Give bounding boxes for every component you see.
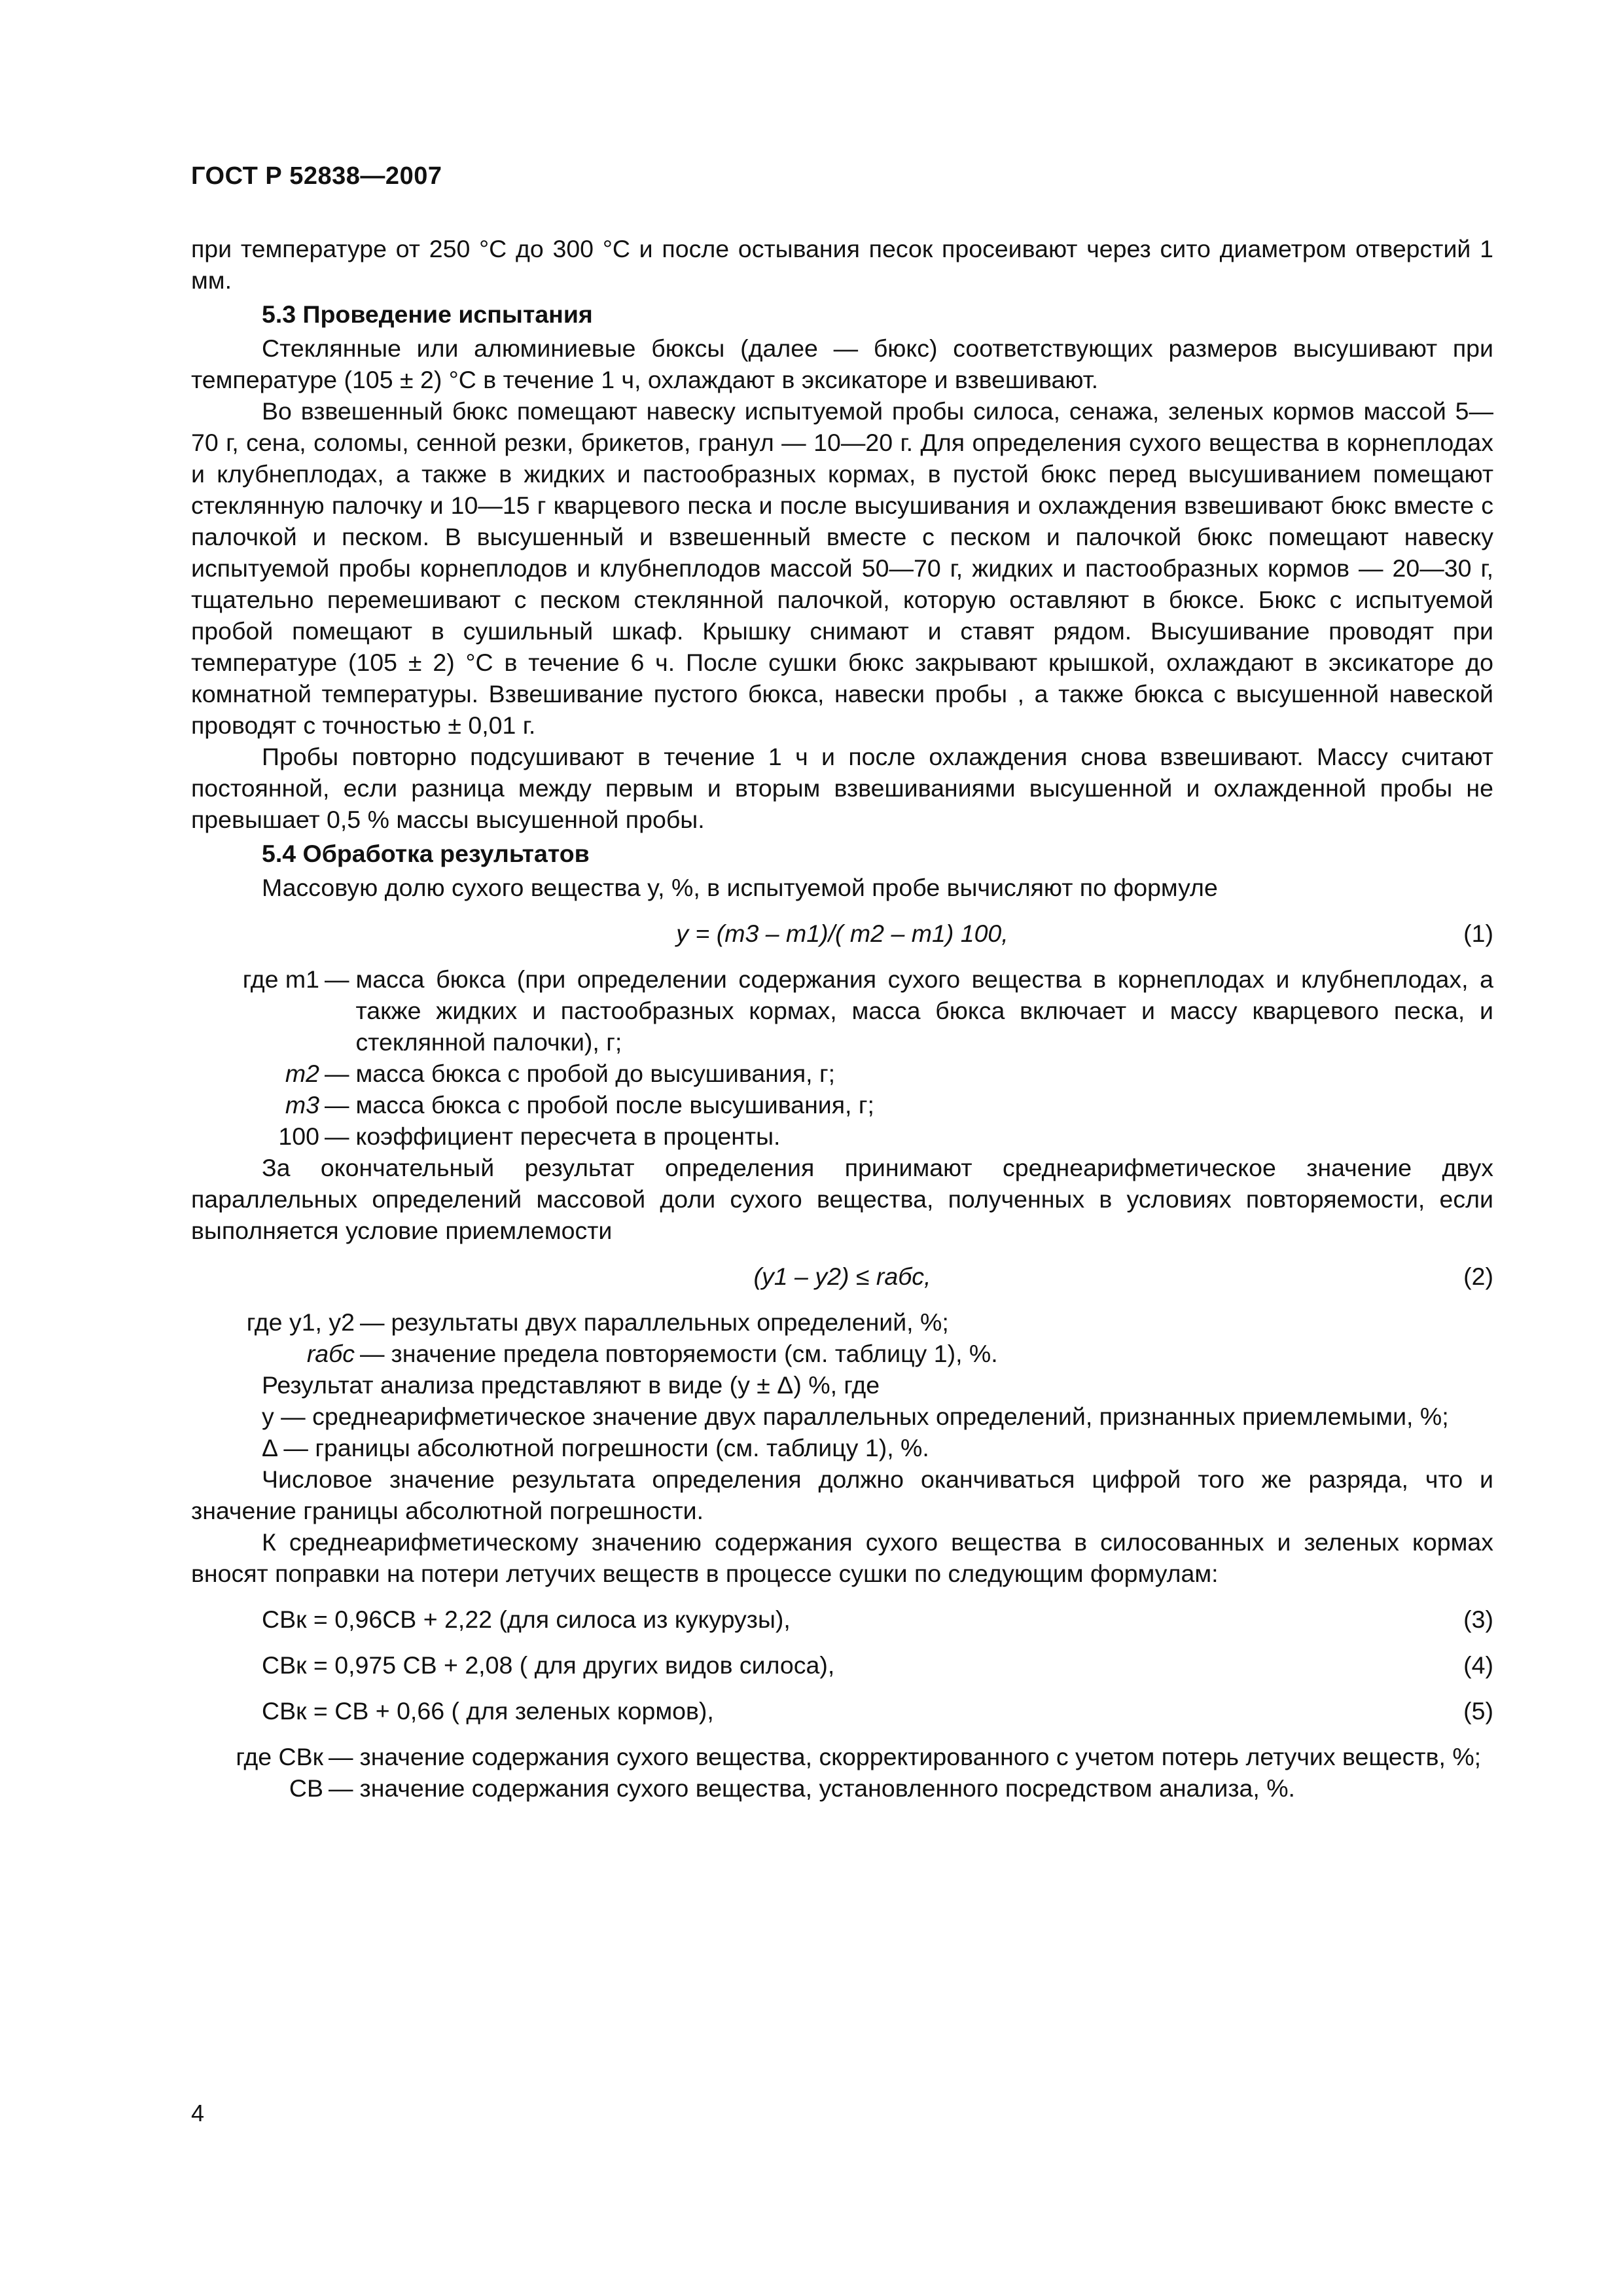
definition-text: значение содержания сухого вещества, скорректированного с учетом потерь летучих веществ, %; <box>359 1743 1482 1770</box>
section-heading-5-4: 5.4 Обработка результатов <box>262 840 590 867</box>
definition-row <box>191 1338 1493 1369</box>
definitions-formula-1 <box>191 963 1493 1152</box>
definition-dash: — <box>360 1340 385 1367</box>
definition-dash: — <box>325 1091 349 1119</box>
formula-3-expression: СВк = 0,96СВ + 2,22 (для силоса из кукурузы), <box>262 1605 791 1633</box>
definition-term: m2 <box>285 1060 319 1087</box>
formula-4-number: (4) <box>1463 1651 1493 1679</box>
document-body <box>191 233 1493 1804</box>
definition-row <box>191 1089 1493 1121</box>
section-heading-5-3: 5.3 Проведение испытания <box>262 300 593 328</box>
paragraph-5-3-c: Пробы повторно подсушивают в течение 1 ч и после охлаждения снова взвешивают. Массу считают постоянной, если разница между первым и вторым взвешиваниями высушенной и охлажденной пробы не превышает 0,5 % массы высушенной пробы. <box>191 743 1493 833</box>
definition-term: rабс <box>306 1340 355 1367</box>
formula-5 <box>191 1695 1493 1727</box>
definition-row <box>191 1741 1493 1772</box>
formula-5-number: (5) <box>1463 1697 1493 1725</box>
definition-text: масса бюкса (при определении содержания сухого вещества в корнеплодах и клубнеплодах, а также жидких и пастообразных кормах, масса бюкса включает и массу кварцевого песка, и стеклянной палочки), г; <box>355 965 1493 1056</box>
definition-dash: — <box>325 1122 349 1150</box>
paragraph-numeric-value: Числовое значение результата определения должно оканчиваться цифрой того же разряда, что и значение границы абсолютной погрешности. <box>191 1465 1493 1524</box>
definition-dash: — <box>325 1060 349 1087</box>
formula-2-number: (2) <box>1463 1263 1493 1290</box>
definition-row <box>191 1058 1493 1089</box>
definitions-formula-2 <box>191 1306 1493 1369</box>
definition-term: где y1, y2 <box>246 1308 355 1336</box>
definition-text: коэффициент пересчета в проценты. <box>355 1122 781 1150</box>
definition-term: 100 <box>278 1122 319 1150</box>
formula-1-number: (1) <box>1463 920 1493 947</box>
formula-2 <box>191 1261 1493 1292</box>
definition-term: где m1 <box>242 965 319 993</box>
definitions-formulas-3-5 <box>191 1741 1493 1804</box>
definition-row <box>191 1121 1493 1152</box>
definition-row <box>191 963 1493 1058</box>
formula-3 <box>191 1604 1493 1635</box>
paragraph-delta-definition: Δ — границы абсолютной погрешности (см. таблицу 1), %. <box>262 1434 929 1462</box>
paragraph-ybar-definition: y — среднеарифметическое значение двух параллельных определений, признанных приемлемыми, %; <box>262 1403 1449 1430</box>
formula-1-expression: y = (m3 – m1)/( m2 – m1) 100, <box>676 920 1008 947</box>
definition-text: значение содержания сухого вещества, установленного посредством анализа, %. <box>359 1774 1295 1802</box>
paragraph-5-4-a: Массовую долю сухого вещества y, %, в испытуемой пробе вычисляют по формуле <box>262 874 1218 901</box>
formula-4-expression: СВк = 0,975 СВ + 2,08 ( для других видов силоса), <box>262 1651 835 1679</box>
definition-text: масса бюкса с пробой до высушивания, г; <box>355 1060 836 1087</box>
definition-dash: — <box>325 965 349 993</box>
paragraph-5-4-b: За окончательный результат определения принимают среднеарифметическое значение двух параллельных определений массовой доли сухого вещества, полученных в условиях повторяемости, если выполняется условие приемлемости <box>191 1154 1493 1244</box>
paragraph-correction: К среднеарифметическому значению содержания сухого вещества в силосованных и зеленых кормах вносят поправки на потери летучих веществ в процессе сушки по следующим формулам: <box>191 1528 1493 1587</box>
paragraph-result-form: Результат анализа представляют в виде (y ± Δ) %, где <box>262 1371 880 1399</box>
formula-4 <box>191 1649 1493 1681</box>
definition-text: масса бюкса с пробой после высушивания, г; <box>355 1091 874 1119</box>
formula-2-expression: (y1 – y2) ≤ rабс, <box>753 1263 931 1290</box>
paragraph-5-3-a: Стеклянные или алюминиевые бюксы (далее — бюкс) соответствующих размеров высушивают при температуре (105 ± 2) °С в течение 1 ч, охлаждают в эксикаторе и взвешивают. <box>191 334 1493 393</box>
page-number: 4 <box>191 2100 205 2126</box>
definition-text: результаты двух параллельных определений, %; <box>391 1308 949 1336</box>
formula-5-expression: СВк = СВ + 0,66 ( для зеленых кормов), <box>262 1697 714 1725</box>
definition-row <box>191 1772 1493 1804</box>
definition-term: СВ <box>289 1774 323 1802</box>
formula-3-number: (3) <box>1463 1605 1493 1633</box>
paragraph-intro: при температуре от 250 °С до 300 °С и после остывания песок просеивают через сито диаметром отверстий 1 мм. <box>191 235 1493 294</box>
definition-dash: — <box>329 1774 353 1802</box>
definition-term: где СВк <box>236 1743 323 1770</box>
paragraph-5-3-b: Во взвешенный бюкс помещают навеску испытуемой пробы силоса, сенажа, зеленых кормов массой 5—70 г, сена, соломы, сенной резки, брикетов, гранул — 10—20 г. Для определения сухого вещества в корнеплодах и клубнеплодах, а также в жидких и пастообразных кормах, в пустой бюкс перед высушиванием помещают стеклянную палочку и 10—15 г кварцевого песка и после высушивания и охлаждения взвешивают бюкс вместе с палочкой и песком. В высушенный и взвешенный вместе с песком и палочкой бюкс помещают навеску испытуемой пробы корнеплодов и клубнеплодов массой 50—70 г, жидких и пастообразных кормов — 20—30 г, тщательно перемешивают с песком стеклянной палочкой, которую оставляют в бюксе. Бюкс с испытуемой пробой помещают в сушильный шкаф. Крышку снимают и ставят рядом. Высушивание проводят при температуре (105 ± 2) °С в течение 6 ч. После сушки бюкс закрывают крышкой, охлаждают в эксикаторе до комнатной температуры. Взвешивание пустого бюкса, навески пробы , а также бюкса с высушенной навеской проводят с точностью ± 0,01 г. <box>191 397 1493 739</box>
definition-dash: — <box>329 1743 353 1770</box>
definition-dash: — <box>360 1308 385 1336</box>
definition-text: значение предела повторяемости (см. таблицу 1), %. <box>391 1340 998 1367</box>
definition-term: m3 <box>285 1091 319 1119</box>
definition-row <box>191 1306 1493 1338</box>
formula-1 <box>191 918 1493 949</box>
document-header: ГОСТ Р 52838—2007 <box>191 162 442 190</box>
